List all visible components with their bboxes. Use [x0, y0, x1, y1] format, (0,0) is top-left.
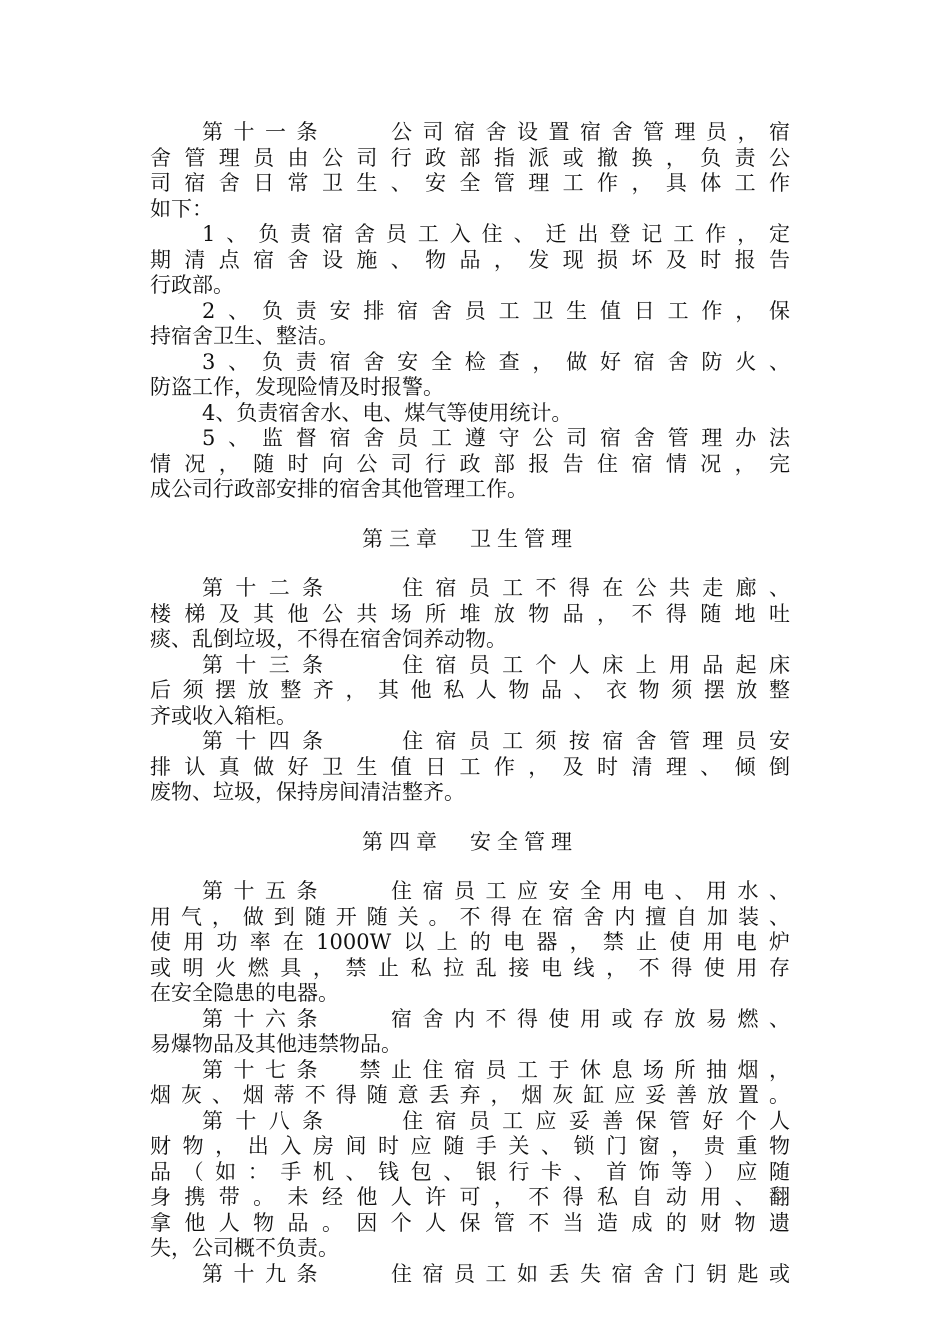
text-line: 痰、乱倒垃圾，不得在宿舍饲养动物。	[150, 627, 507, 651]
text-line: 品（如：手机、钱包、银行卡、首饰等）应随	[150, 1159, 790, 1184]
text-line: 在安全隐患的电器。	[150, 981, 339, 1005]
text-line: 废物、垃圾，保持房间清洁整齐。	[150, 780, 465, 804]
text-line: 或明火燃具，禁止私拉乱接电线，不得使用存	[150, 955, 790, 980]
document-body	[150, 120, 790, 1287]
text-line: 楼梯及其他公共场所堆放物品，不得随地吐	[150, 601, 790, 626]
text-line: 第十八条 住宿员工应妥善保管好个人	[202, 1108, 790, 1133]
list-item-line: 2、负责安排宿舍员工卫生值日工作，保	[202, 298, 790, 323]
chapter-3-articles	[150, 576, 790, 806]
text-line: 司宿舍日常卫生、安全管理工作，具体工作	[150, 171, 790, 195]
text-line: 后须摆放整齐，其他私人物品、衣物须摆放整	[150, 678, 790, 702]
list-item-line: 成公司行政部安排的宿舍其他管理工作。	[150, 477, 528, 501]
text-line: 易爆物品及其他违禁物品。	[150, 1032, 402, 1056]
list-item-line: 1、负责宿舍员工入住、迁出登记工作，定	[202, 222, 790, 246]
text-line: 如下：	[150, 196, 213, 221]
list-item-line: 情况，随时向公司行政部报告住宿情况，完	[150, 451, 790, 476]
text-line: 舍管理员由公司行政部指派或撤换，负责公	[150, 145, 790, 170]
text-line: 第十七条 禁止住宿员工于休息场所抽烟，	[202, 1057, 790, 1082]
chapter-4-articles	[150, 879, 790, 1287]
article-11	[150, 120, 790, 503]
list-item-line: 期清点宿舍设施、物品，发现损坏及时报告	[150, 247, 790, 272]
text-line: 第十五条 住宿员工应安全用电、用水、	[202, 879, 790, 903]
text-line: 用气，做到随开随关。不得在宿舍内擅自加装、	[150, 904, 790, 929]
chapter-4-heading: 第四章 安全管理	[362, 829, 578, 854]
text-line: 第十六条 宿舍内不得使用或存放易燃、	[202, 1006, 790, 1031]
chapter-3-heading: 第三章 卫生管理	[362, 526, 578, 551]
list-item-line: 3、负责宿舍安全检查，做好宿舍防火、	[202, 349, 790, 374]
text-line: 第十三条 住宿员工个人床上用品起床	[202, 652, 790, 677]
text-line: 身携带。未经他人许可，不得私自动用、翻	[150, 1185, 790, 1209]
text-line: 第十九条 住宿员工如丢失宿舍门钥匙或	[202, 1261, 790, 1286]
text-line: 第十二条 住宿员工不得在公共走廊、	[202, 576, 790, 600]
text-line: 第十一条 公司宿舍设置宿舍管理员，宿	[202, 120, 790, 144]
list-item-line: 防盗工作，发现险情及时报警。	[150, 375, 444, 399]
text-line: 第十四条 住宿员工须按宿舍管理员安	[202, 729, 790, 753]
text-line: 失，公司概不负责。	[150, 1236, 339, 1260]
list-item-line: 行政部。	[150, 273, 234, 297]
text-line: 烟灰、烟蒂不得随意丢弃，烟灰缸应妥善放置。	[150, 1083, 790, 1107]
text-line: 齐或收入箱柜。	[150, 703, 297, 728]
text-line: 财物，出入房间时应随手关、锁门窗，贵重物	[150, 1134, 790, 1158]
text-line: 拿他人物品。因个人保管不当造成的财物遗	[150, 1210, 790, 1235]
list-item-line: 持宿舍卫生、整洁。	[150, 324, 339, 348]
text-line: 使用功率在1000W以上的电器，禁止使用电炉	[150, 930, 790, 954]
list-item-line: 5、监督宿舍员工遵守公司宿舍管理办法	[202, 426, 790, 450]
text-line: 排认真做好卫生值日工作，及时清理、倾倒	[150, 754, 790, 779]
list-item-line: 4、负责宿舍水、电、煤气等使用统计。	[202, 400, 573, 425]
